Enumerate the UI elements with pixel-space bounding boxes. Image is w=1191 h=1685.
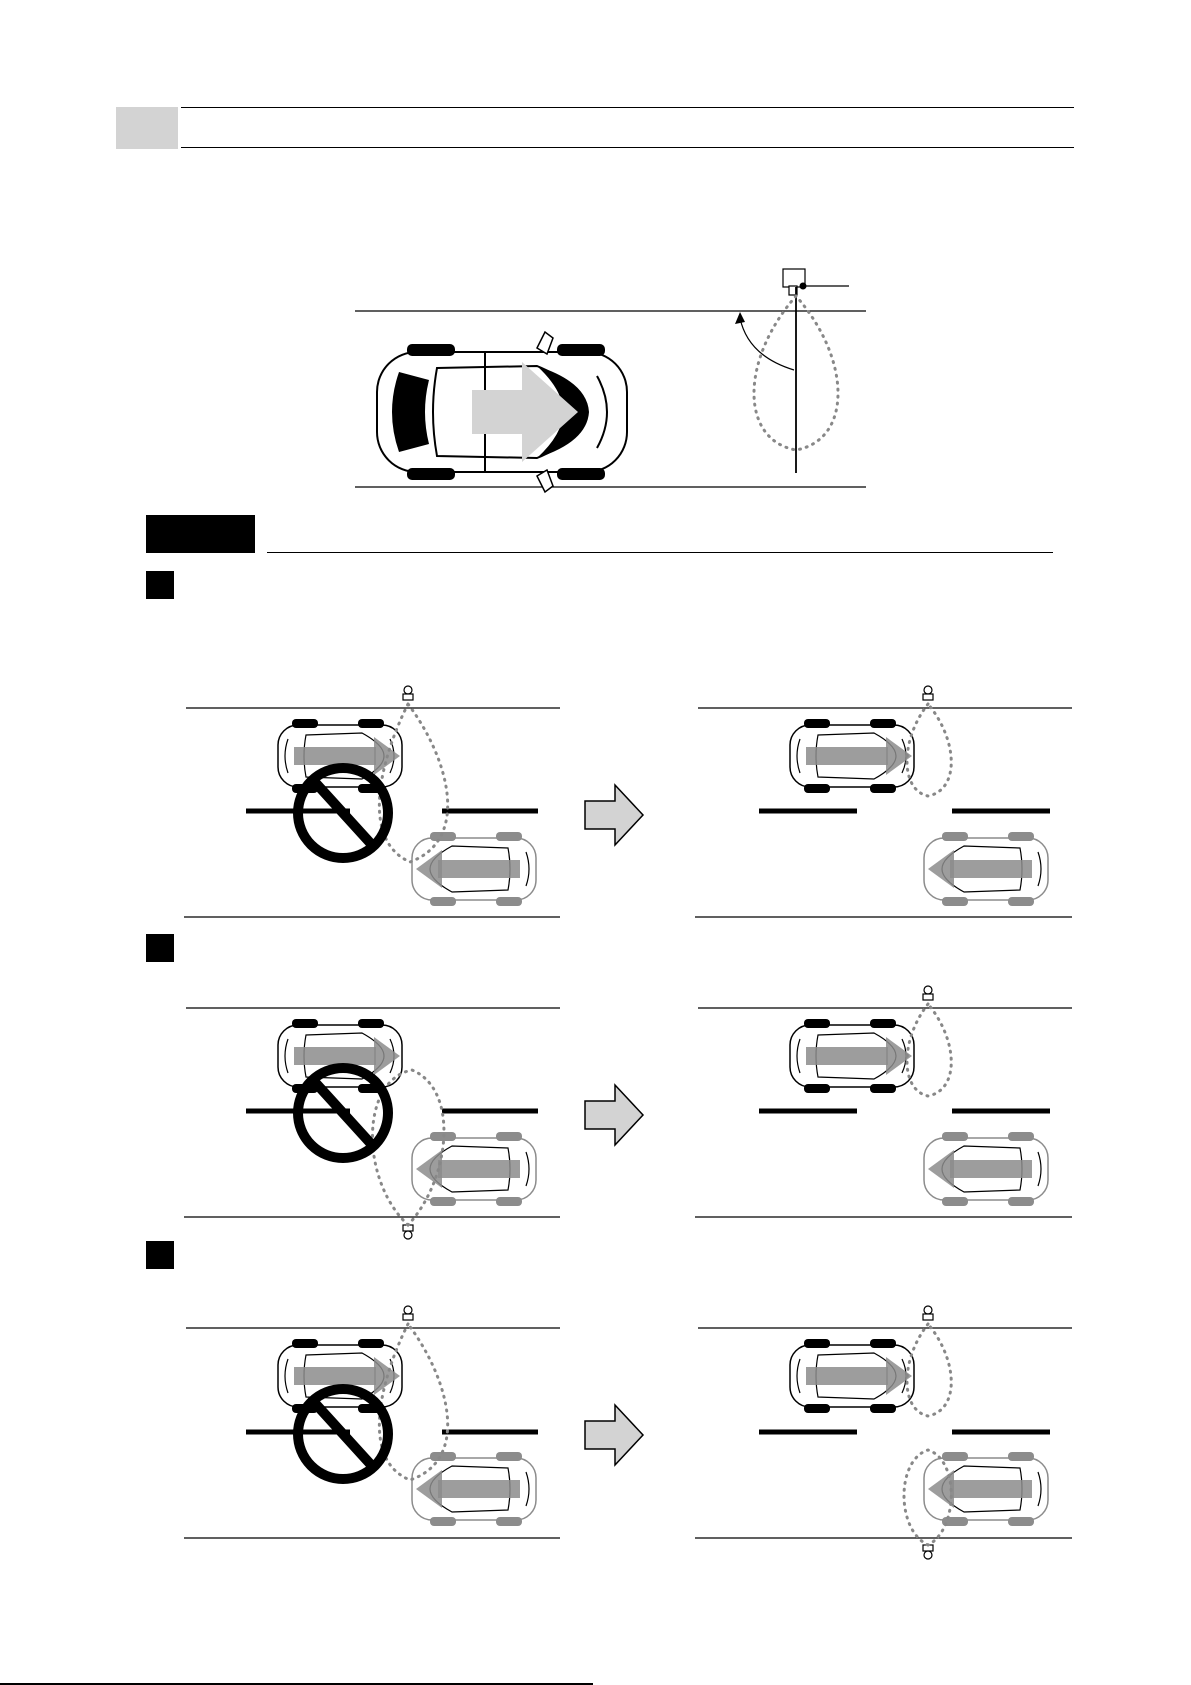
scenario-3-wrong	[184, 1306, 560, 1538]
arrow-2	[585, 1085, 643, 1145]
main-diagram	[355, 269, 866, 492]
scenario-1-correct	[695, 686, 1072, 917]
scenario-2-correct	[695, 986, 1072, 1217]
scenario-3-correct	[695, 1306, 1072, 1559]
scenario-2-wrong	[184, 1008, 560, 1239]
arrow-3	[585, 1405, 643, 1465]
scenario-1-wrong	[184, 686, 560, 917]
arrow-1	[585, 785, 643, 845]
